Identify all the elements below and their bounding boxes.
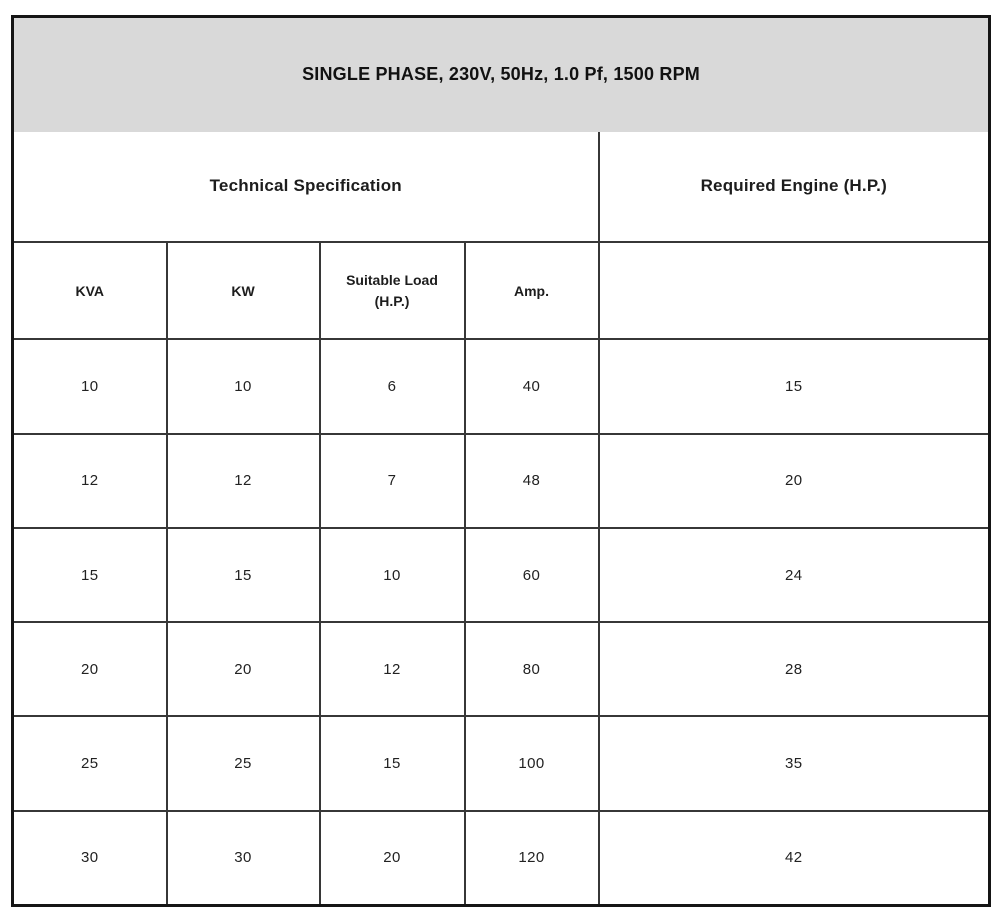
column-header-engine-empty [599, 242, 990, 339]
column-header-kw: KW [167, 242, 320, 339]
cell-kva: 25 [13, 716, 167, 810]
cell-kw: 15 [167, 528, 320, 622]
cell-kw: 20 [167, 622, 320, 716]
column-header-suitable-load: Suitable Load (H.P.) [320, 242, 465, 339]
group-header-technical-specification: Technical Specification [13, 132, 599, 242]
cell-kva: 10 [13, 339, 167, 433]
cell-suitable-load: 6 [320, 339, 465, 433]
cell-required-engine: 15 [599, 339, 990, 433]
cell-kw: 12 [167, 434, 320, 528]
cell-amp: 48 [465, 434, 599, 528]
group-header-row [13, 132, 990, 242]
cell-required-engine: 24 [599, 528, 990, 622]
cell-kva: 30 [13, 811, 167, 906]
table-title: SINGLE PHASE, 230V, 50Hz, 1.0 Pf, 1500 RPM [13, 17, 990, 132]
table-row [13, 434, 990, 528]
cell-amp: 100 [465, 716, 599, 810]
table-row [13, 528, 990, 622]
cell-kw: 30 [167, 811, 320, 906]
cell-amp: 40 [465, 339, 599, 433]
column-header-row [13, 242, 990, 339]
cell-required-engine: 28 [599, 622, 990, 716]
cell-suitable-load: 15 [320, 716, 465, 810]
cell-kva: 12 [13, 434, 167, 528]
cell-kva: 15 [13, 528, 167, 622]
cell-suitable-load: 10 [320, 528, 465, 622]
column-header-amp: Amp. [465, 242, 599, 339]
table-row [13, 339, 990, 433]
generator-spec-table [11, 15, 991, 907]
table-row [13, 622, 990, 716]
cell-suitable-load: 7 [320, 434, 465, 528]
column-header-kva: KVA [13, 242, 167, 339]
cell-amp: 60 [465, 528, 599, 622]
group-header-required-engine: Required Engine (H.P.) [599, 132, 990, 242]
cell-amp: 120 [465, 811, 599, 906]
table-row [13, 811, 990, 906]
table-row [13, 716, 990, 810]
cell-amp: 80 [465, 622, 599, 716]
cell-suitable-load: 12 [320, 622, 465, 716]
cell-suitable-load: 20 [320, 811, 465, 906]
cell-required-engine: 20 [599, 434, 990, 528]
cell-required-engine: 42 [599, 811, 990, 906]
cell-kw: 10 [167, 339, 320, 433]
cell-required-engine: 35 [599, 716, 990, 810]
cell-kw: 25 [167, 716, 320, 810]
title-row [13, 17, 990, 132]
cell-kva: 20 [13, 622, 167, 716]
